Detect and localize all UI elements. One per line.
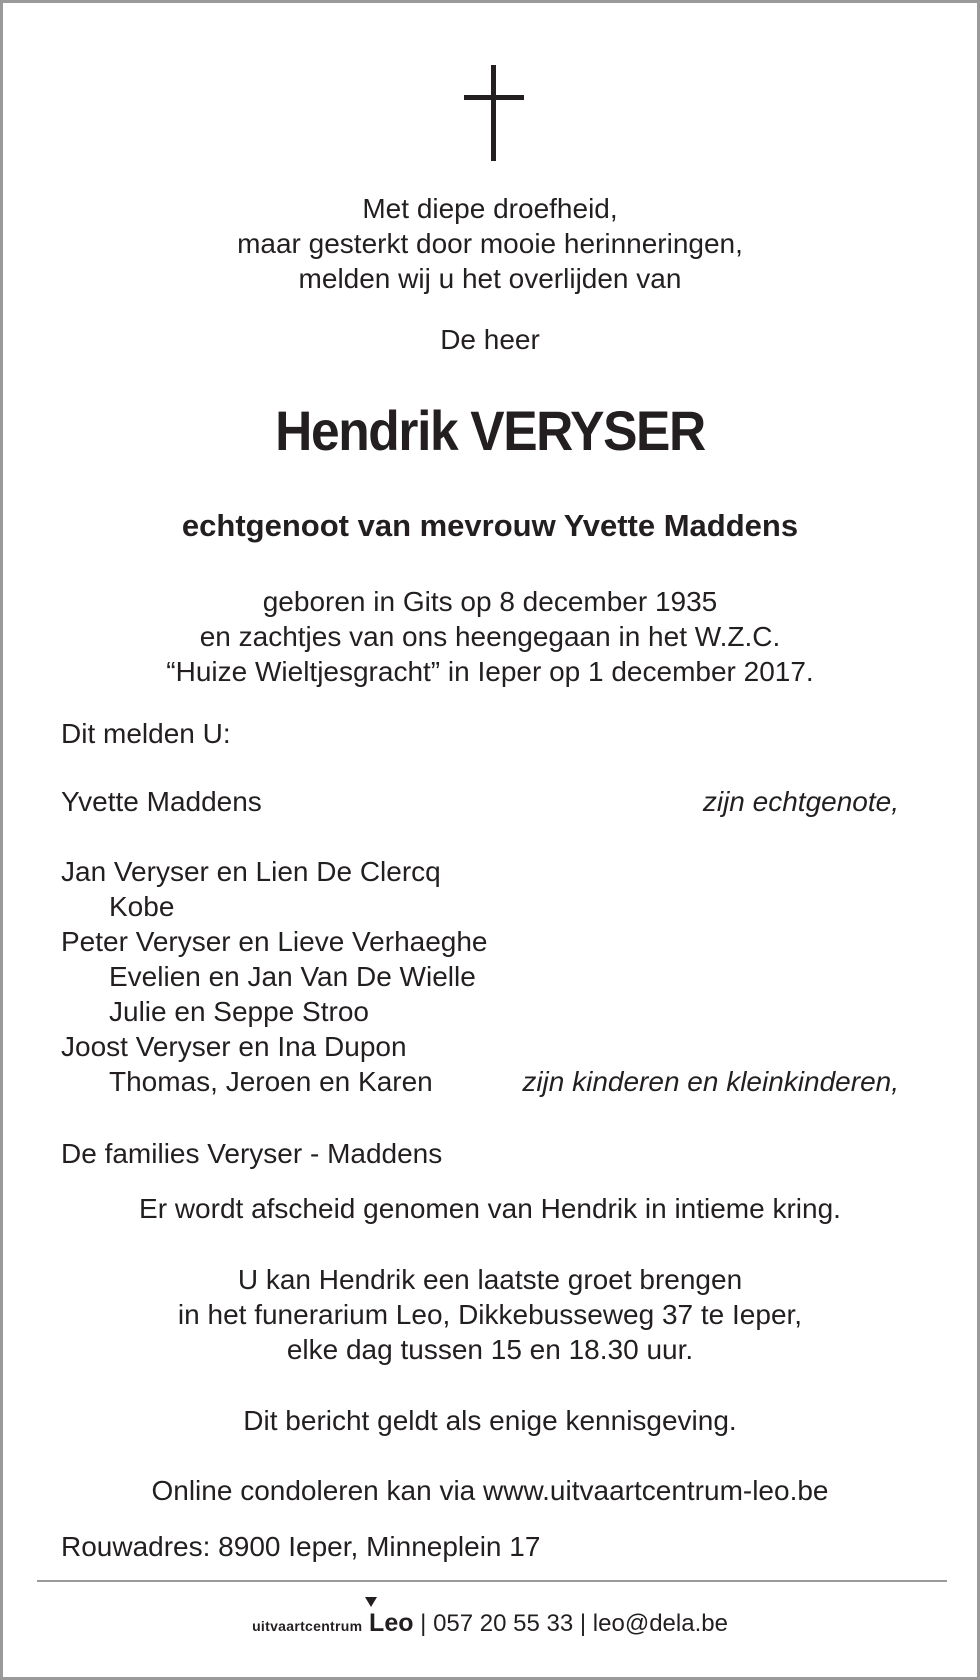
details-line-2: en zachtjes van ons heengegaan in het W.Z.C. [199, 621, 781, 652]
spouse-name: Yvette Maddens [61, 786, 262, 817]
farewell-text: Er wordt afscheid genomen van Hendrik in intieme kring. [139, 1193, 841, 1224]
brand-name-text: Leo [369, 1609, 414, 1637]
family-line: Joost Veryser en Ina Dupon [61, 1031, 407, 1062]
visit-line-1: U kan Hendrik een laatste groet brengen [237, 1264, 743, 1295]
intro-line-1: Met diepe droefheid, [362, 193, 618, 224]
family-line: Thomas, Jeroen en Karen [109, 1066, 433, 1097]
divider [37, 1580, 947, 1582]
spouse-role: zijn echtgenote, [702, 786, 899, 817]
online-condolence: Online condoleren kan via www.uitvaartcentrum-leo.be [151, 1475, 829, 1506]
family-line: Jan Veryser en Lien De Clercq [61, 856, 441, 887]
notice-text: Dit bericht geldt als enige kennisgeving. [243, 1405, 737, 1436]
salutation: De heer [440, 324, 540, 355]
footer-phone: 057 20 55 33 [433, 1610, 574, 1637]
footer-email: leo@dela.be [592, 1610, 728, 1637]
footer [3, 1608, 977, 1641]
family-line: Peter Veryser en Lieve Verhaeghe [61, 926, 488, 957]
visit-line-3: elke dag tussen 15 en 18.30 uur. [286, 1334, 694, 1365]
brand-prefix: uitvaartcentrum [252, 1618, 363, 1634]
visit-line-2: in het funerarium Leo, Dikkebusseweg 37 te Ieper, [177, 1299, 803, 1330]
brand-name [369, 1609, 413, 1637]
deceased-name: Hendrik VERYSER [275, 399, 705, 462]
cross-icon [464, 65, 524, 161]
intro-line-3: melden wij u het overlijden van [298, 263, 682, 294]
children-role: zijn kinderen en kleinkinderen, [522, 1066, 899, 1097]
families-line: De families Veryser - Maddens [61, 1138, 443, 1169]
announce-label: Dit melden U: [61, 718, 231, 749]
footer-separator: | [420, 1610, 427, 1637]
family-line: Kobe [109, 891, 175, 922]
family-line: Julie en Seppe Stroo [109, 996, 369, 1027]
footer-separator: | [579, 1610, 587, 1637]
details-line-3: “Huize Wieltjesgracht” in Ieper op 1 december 2017. [166, 656, 814, 687]
details-line-1: geboren in Gits op 8 december 1935 [262, 586, 718, 617]
intro-line-2: maar gesterkt door mooie herinneringen, [237, 228, 743, 259]
spouse-line: echtgenoot van mevrouw Yvette Maddens [181, 508, 799, 543]
family-line: Evelien en Jan Van De Wielle [109, 961, 476, 992]
mourning-address: Rouwadres: 8900 Ieper, Minneplein 17 [61, 1531, 541, 1562]
brand-triangle-icon [365, 1597, 377, 1607]
